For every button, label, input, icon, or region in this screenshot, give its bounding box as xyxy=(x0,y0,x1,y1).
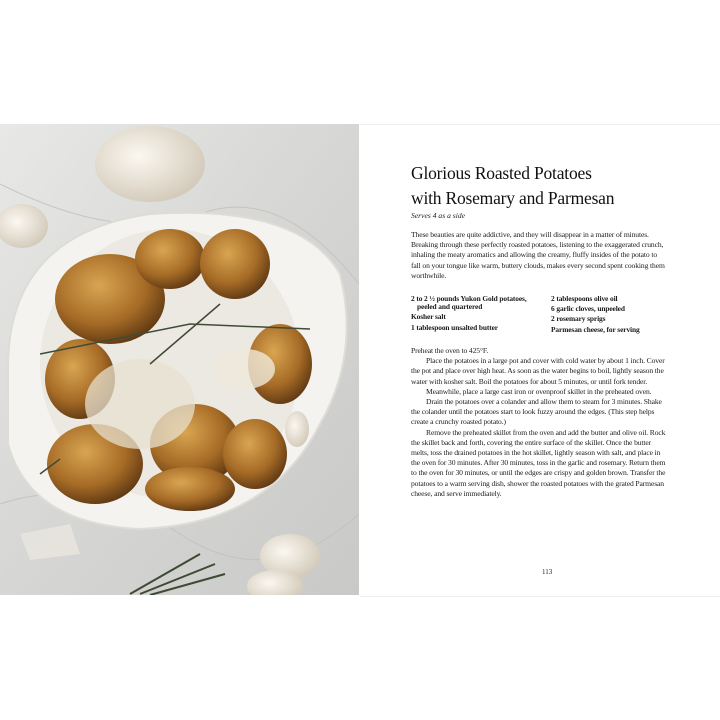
ingredients-left xyxy=(411,294,527,333)
recipe-page xyxy=(360,124,720,597)
ingredient: 6 garlic cloves, unpeeled xyxy=(551,304,625,314)
ingredients-right xyxy=(551,294,640,335)
roasted-potatoes-image xyxy=(0,124,359,595)
servings: Serves 4 as a side xyxy=(411,211,465,220)
recipe-photo xyxy=(0,124,359,595)
ingredient: 2 to 2 ½ pounds Yukon Gold potatoes, xyxy=(411,294,527,303)
ingredient: 2 tablespoons olive oil xyxy=(551,294,618,303)
ingredient: 1 tablespoon unsalted butter xyxy=(411,322,498,332)
ingredient: 2 rosemary sprigs xyxy=(551,314,606,324)
method-text: Preheat the oven to 425°F. Place the potatoes in a large pot and cover with cold water by about 1 inch. Cover the pot and place over high heat. As soon as the water begins to boil, lightly season the water with kosher salt. Boil the potatoes for about 5 minutes, or until fork tender. Meanwhile, place a large cast iron or ovenproof skillet in the preheated oven. Drain the potatoes over a colander and allow them to steam for 3 minutes. Shake the colander until the potatoes start to look fuzzy around the edges. (This step helps create a crunchy roasted potato.) Remove the preheated skillet from the oven and add the butter and olive oil. Rock the skillet back and forth, covering the entire surface of the skillet. Once the butter melts, toss the drained potatoes in the hot skillet, lightly season with salt, and place in the oven for 30 minutes. After 30 minutes, toss in the garlic and rosemary. Return them to the oven for 30 minutes, or until the edges are crispy and golden brown. Transfer the potatoes to a warm serving dish, shower the roasted potatoes with the grated Parmesan cheese, and serve immediately. xyxy=(411,346,666,498)
ingredient: peeled and quartered xyxy=(417,302,483,312)
ingredient: Parmesan cheese, for serving xyxy=(551,324,640,334)
recipe-title: Glorious Roasted Potatoes with Rosemary and Parmesan xyxy=(411,163,615,208)
ingredient: Kosher salt xyxy=(411,312,446,322)
intro-paragraph: These beauties are quite addictive, and they will disappear in a matter of minutes. Breaking through these perfectly roasted potatoes, listening to the exaggerated crunch, inhaling the meaty aromatics and allowing the creamy, fluffy insides of the potato to fall on your tongue like warm, buttery clouds, makes every second spent cooking them worthwhile. xyxy=(411,230,665,280)
page-number: 113 xyxy=(542,568,553,576)
